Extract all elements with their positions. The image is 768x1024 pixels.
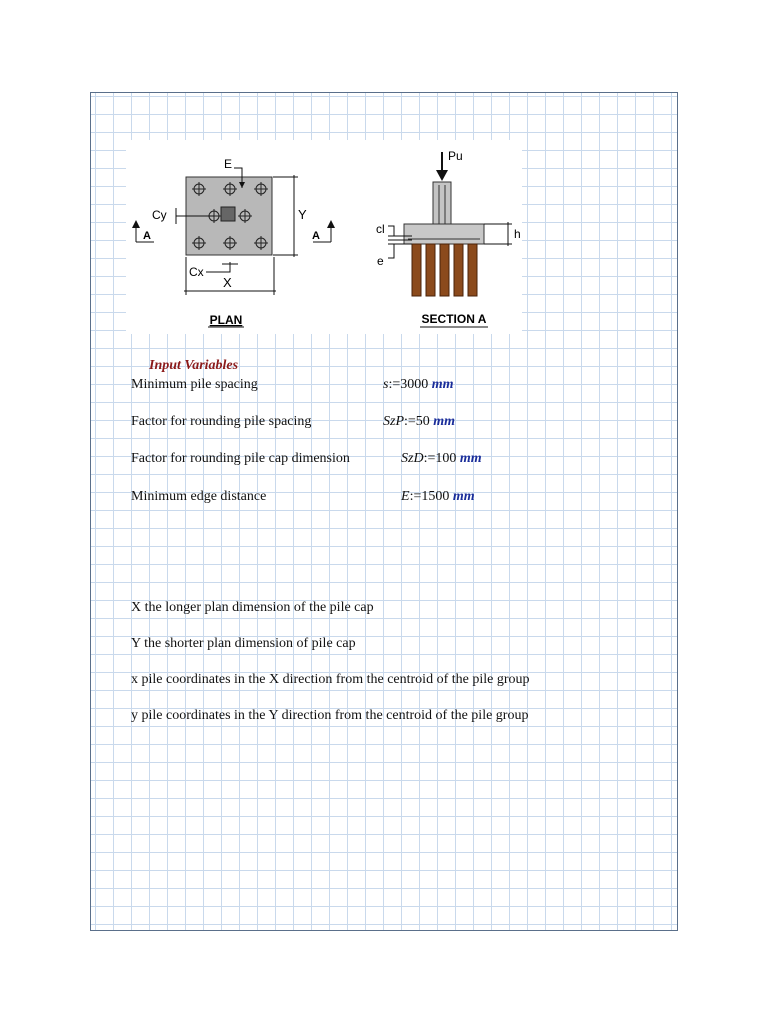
definition-line: x pile coordinates in the X direction from the centroid of the pile group bbox=[131, 672, 530, 687]
definition-line: X the longer plan dimension of the pile cap bbox=[131, 600, 374, 615]
pile-section bbox=[454, 244, 463, 296]
pile-cap-section bbox=[404, 224, 484, 244]
var-symbol: s bbox=[383, 377, 389, 392]
var-number: 3000 bbox=[400, 377, 429, 392]
section-arrow-left-label: A bbox=[143, 230, 151, 242]
column-section bbox=[433, 182, 451, 224]
plan-label-x: X bbox=[223, 275, 232, 290]
assign-operator: := bbox=[409, 489, 422, 504]
var-number: 50 bbox=[415, 414, 430, 429]
var-number: 100 bbox=[435, 451, 457, 466]
plan-label-y: Y bbox=[298, 207, 307, 222]
pile-section bbox=[412, 244, 421, 296]
pile-cap-drawing bbox=[126, 140, 522, 334]
var-label-rounding-pile-spacing: Factor for rounding pile spacing bbox=[131, 414, 312, 429]
pile-section bbox=[426, 244, 435, 296]
plan-view bbox=[132, 157, 335, 327]
input-variables-heading: Input Variables bbox=[149, 358, 239, 373]
definition-line: y pile coordinates in the Y direction from the centroid of the pile group bbox=[131, 708, 529, 723]
plan-caption: PLAN bbox=[209, 313, 243, 327]
var-value-rounding-pile-spacing[interactable] bbox=[383, 414, 455, 430]
var-unit: mm bbox=[452, 489, 475, 504]
section-label-pu: Pu bbox=[448, 149, 463, 163]
assign-operator: := bbox=[388, 377, 401, 392]
assign-operator: := bbox=[423, 451, 436, 466]
var-label-min-edge-distance: Minimum edge distance bbox=[131, 489, 267, 504]
section-arrow-right-label: A bbox=[312, 230, 320, 242]
var-value-min-edge-distance[interactable] bbox=[401, 489, 475, 505]
var-number: 1500 bbox=[421, 489, 450, 504]
var-value-rounding-cap-dimension[interactable] bbox=[401, 451, 482, 467]
pile-section bbox=[440, 244, 449, 296]
var-label-rounding-cap-dimension: Factor for rounding pile cap dimension bbox=[131, 451, 350, 466]
definition-line: Y the shorter plan dimension of pile cap bbox=[131, 636, 356, 651]
pile-cap-figure bbox=[126, 140, 522, 334]
var-symbol: SzD bbox=[401, 451, 424, 466]
section-label-h: h bbox=[514, 227, 521, 241]
pile-section bbox=[468, 244, 477, 296]
var-symbol: E bbox=[401, 489, 410, 504]
assign-operator: := bbox=[404, 414, 416, 429]
plan-label-cy: Cy bbox=[152, 208, 167, 222]
section-view bbox=[376, 149, 521, 327]
section-label-e: e bbox=[377, 254, 384, 268]
var-label-min-pile-spacing: Minimum pile spacing bbox=[131, 377, 258, 392]
var-unit: mm bbox=[459, 451, 482, 466]
plan-label-cx: Cx bbox=[189, 265, 204, 279]
section-caption: SECTION A bbox=[421, 312, 487, 326]
column-plan bbox=[221, 207, 235, 221]
var-symbol: SzP bbox=[383, 414, 404, 429]
var-value-min-pile-spacing[interactable] bbox=[383, 377, 454, 393]
var-unit: mm bbox=[433, 414, 456, 429]
var-unit: mm bbox=[431, 377, 454, 392]
plan-label-e: E bbox=[223, 157, 232, 171]
section-label-cl: cl bbox=[376, 222, 385, 236]
